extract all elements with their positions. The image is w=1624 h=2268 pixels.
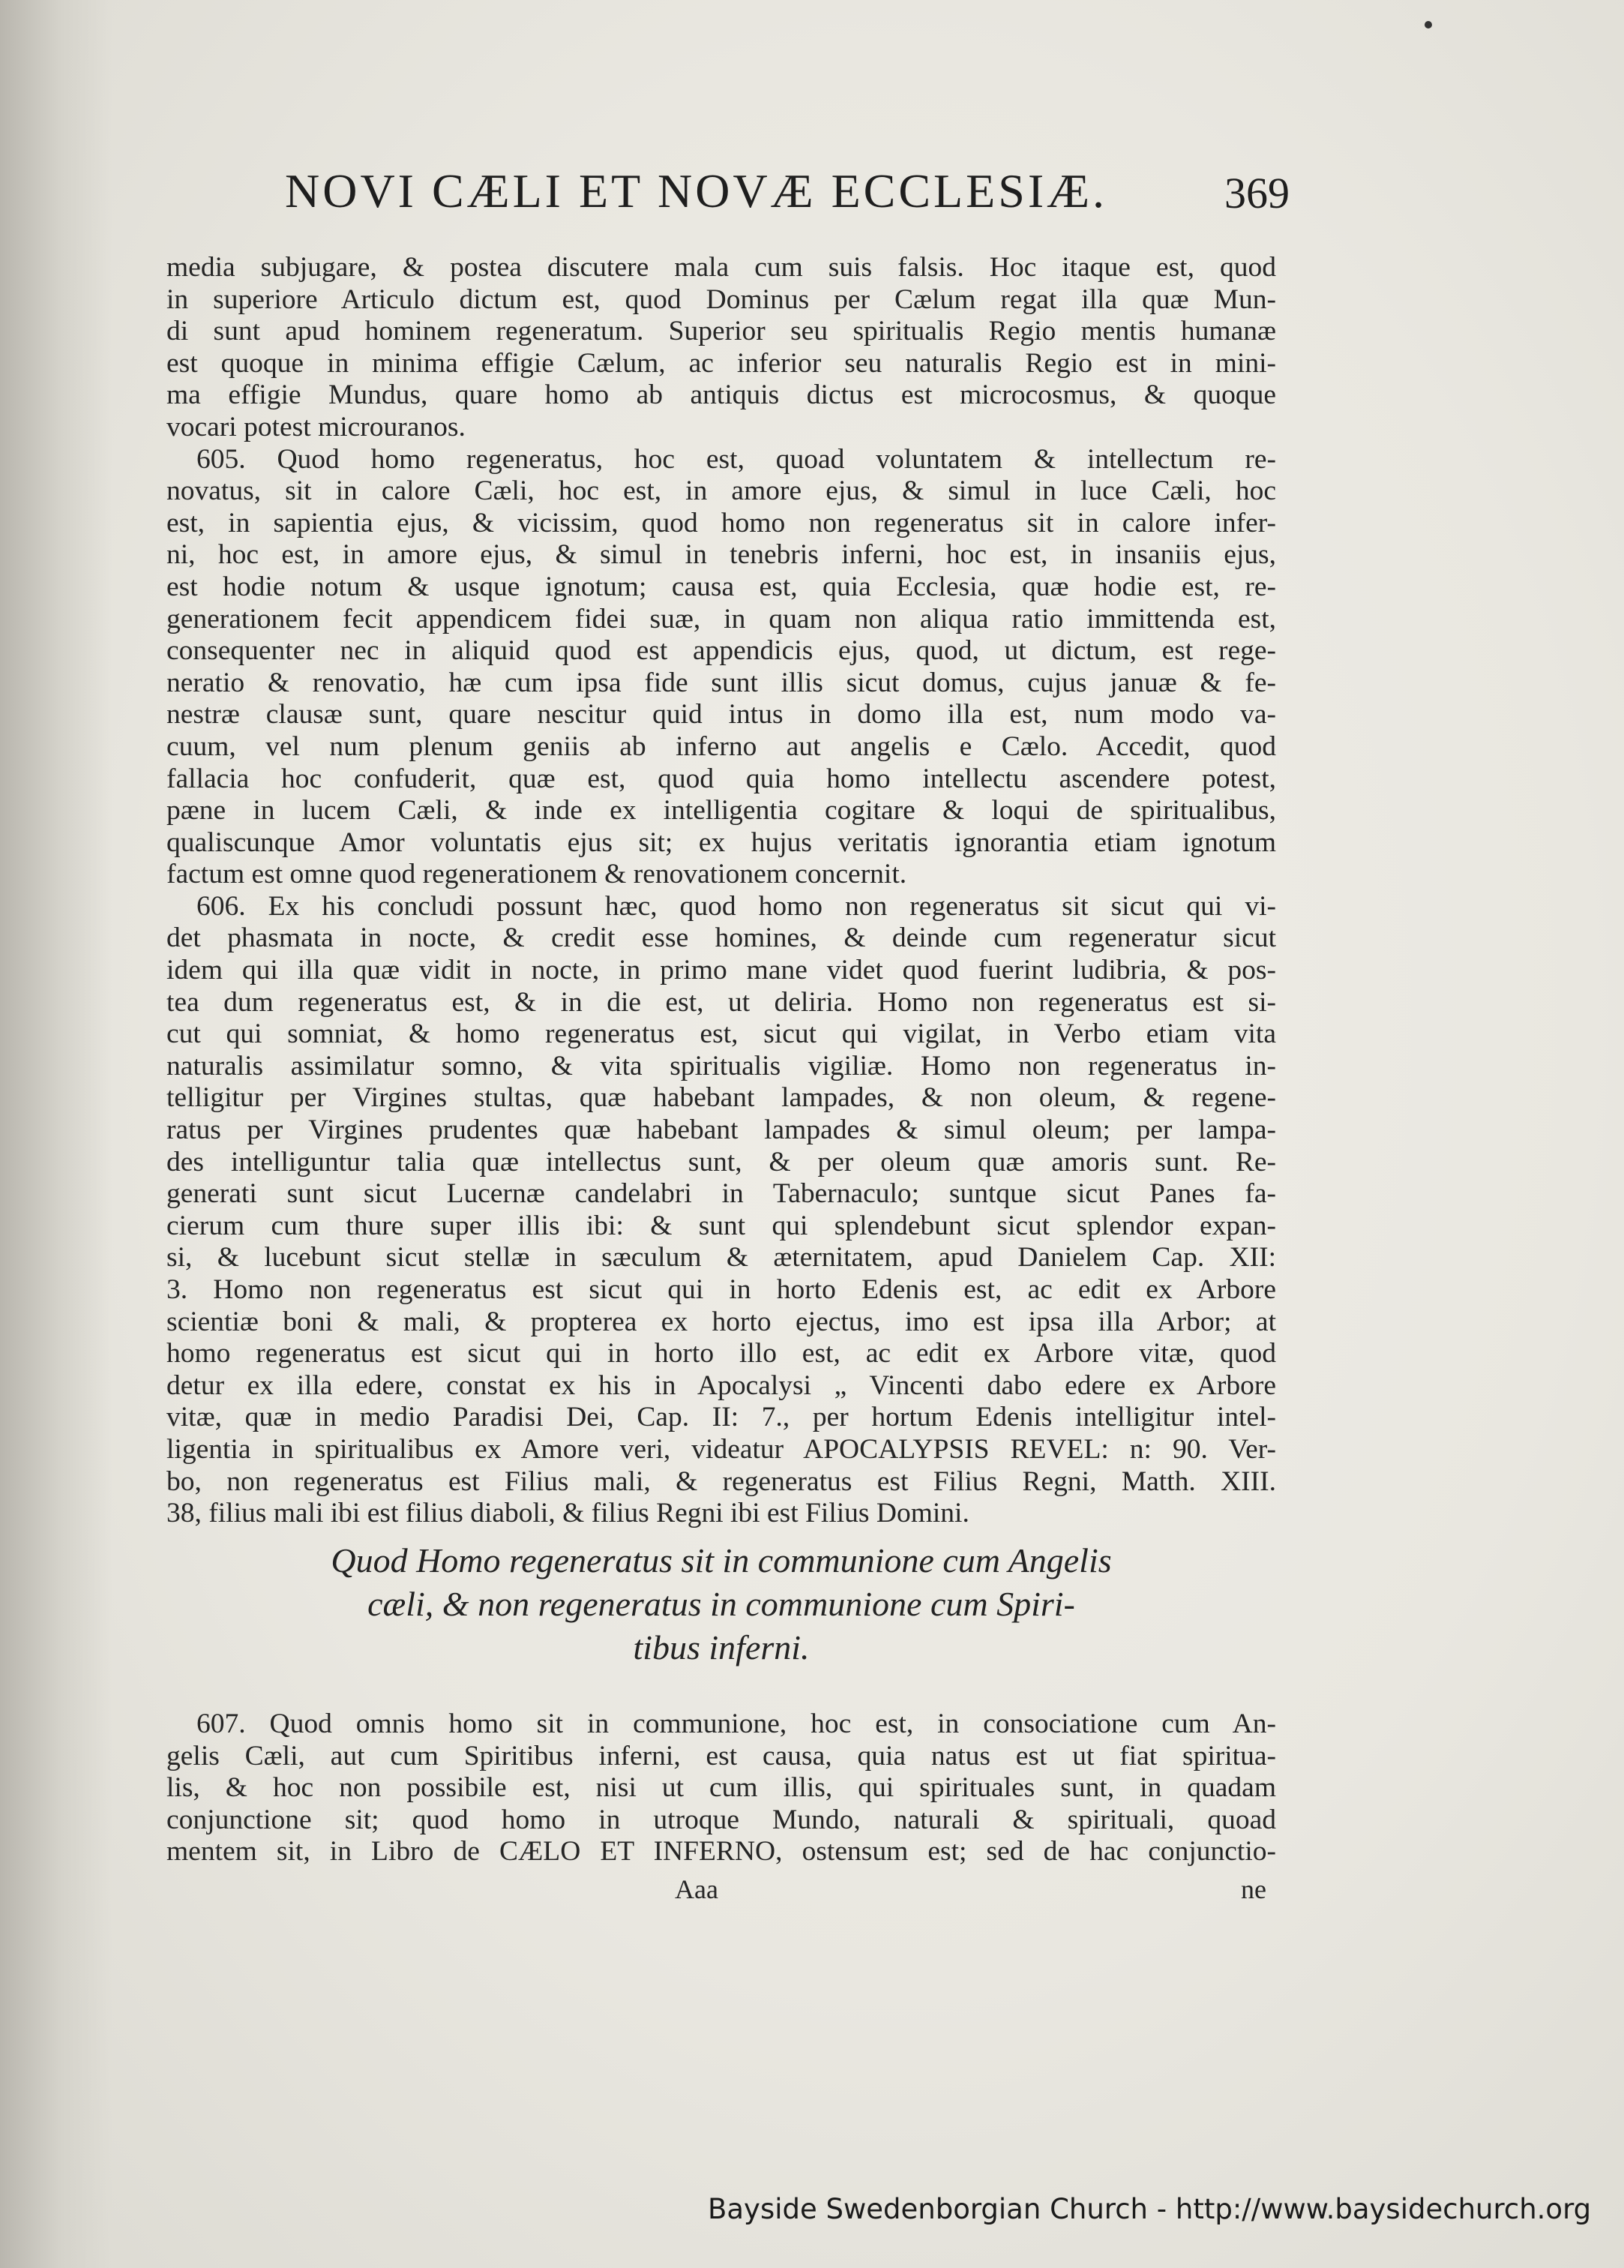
text-line: conjunctione sit; quod homo in utroque Mundo, naturali & spirituali, quoad [166, 1804, 1276, 1835]
text-line: scientiæ boni & mali, & propterea ex horto ejectus, imo est ipsa illa Arbor; at [166, 1306, 1276, 1337]
text-line: vocari potest microuranos. [166, 411, 466, 442]
text-line: factum est omne quod regenerationem & renovationem concernit. [166, 859, 907, 890]
text-line: tea dum regeneratus est, & in die est, ut deliria. Homo non regeneratus est si- [166, 986, 1276, 1018]
text-line: lis, & hoc non possibile est, nisi ut cum illis, qui spirituales sunt, in quadam [166, 1772, 1276, 1804]
text-line: ni, hoc est, in amore ejus, & simul in tenebris inferni, hoc est, in insaniis ejus, [166, 539, 1276, 571]
text-line: detur ex illa edere, constat ex his in Apocalysi „ Vincenti dabo edere ex Arbore [166, 1370, 1276, 1401]
text-line: mentem sit, in Libro de CÆLO ET INFERNO, ostensum est; sed de hac conjunctio- [166, 1836, 1276, 1868]
text-line: ratus per Virgines prudentes quæ habebant lampades & simul oleum; per lampa- [166, 1114, 1276, 1146]
text-line: gelis Cæli, aut cum Spiritibus inferni, est causa, quia natus est ut fiat spiritua- [166, 1740, 1276, 1772]
paragraph-607 [166, 1708, 1276, 1868]
text-line: est, in sapientia ejus, & vicissim, quod homo non regeneratus sit in calore infer- [166, 507, 1276, 538]
text-line: cierum cum thure super illis ibi: & sunt qui splendebunt sicut splendor expan- [166, 1210, 1276, 1241]
text-line: telligitur per Virgines stultas, quæ habebant lampades, & non oleum, & regene- [166, 1082, 1276, 1114]
text-line: cuum, vel num plenum geniis ab inferno aut angelis e Cælo. Accedit, quod [166, 730, 1276, 762]
text-line: det phasmata in nocte, & credit esse homines, & deinde cum regeneratur sicut [166, 922, 1276, 954]
text-line: generationem fecit appendicem fidei suæ, in quam non aliqua ratio immittenda est, [166, 603, 1276, 634]
catchword: ne [1241, 1874, 1266, 1904]
text-line: cut qui somniat, & homo regeneratus est, sicut qui vigilat, in Verbo etiam vita [166, 1018, 1276, 1050]
source-watermark: Bayside Swedenborgian Church - http://www.baysidechurch.org [708, 2193, 1592, 2225]
text-line: idem qui illa quæ vidit in nocte, in primo mane videt quod fuerint ludibria, & pos- [166, 955, 1276, 986]
text-line: qualiscunque Amor voluntatis ejus sit; ex hujus veritatis ignorantia etiam ignotum [166, 826, 1276, 858]
paragraph-605 [166, 444, 1276, 891]
text-line: 38, filius mali ibi est filius diaboli, & filius Regni ibi est Filius Domini. [166, 1498, 969, 1529]
text-line: media subjugare, & postea discutere mala cum suis falsis. Hoc itaque est, quod [166, 252, 1276, 283]
text-line: pæne in lucem Cæli, & inde ex intelligentia cogitare & loqui de spiritualibus, [166, 795, 1276, 826]
text-line: si, & lucebunt sicut stellæ in sæculum & æternitatem, apud Danielem Cap. XII: [166, 1242, 1276, 1274]
text-line: in superiore Articulo dictum est, quod Dominus per Cælum regat illa quæ Mun- [166, 284, 1276, 315]
text-line: naturalis assimilatur somno, & vita spiritualis vigiliæ. Homo non regeneratus in- [166, 1050, 1276, 1082]
text-line: consequenter nec in aliquid quod est appendicis ejus, quod, ut dictum, est rege- [166, 635, 1276, 667]
heading-line: Quod Homo regeneratus sit in communione cum Angelis [331, 1541, 1112, 1580]
running-title: NOVI CÆLI ET NOVÆ ECCLESIÆ. [285, 164, 1108, 218]
text-line: 605. Quod homo regeneratus, hoc est, quoad voluntatem & intellectum re- [196, 443, 1276, 475]
text-line: neratio & renovatio, hæ cum ipsa fide sunt illis sicut domus, cujus januæ & fe- [166, 667, 1276, 698]
text-line: est quoque in minima effigie Cælum, ac inferior seu naturalis Regio est in mini- [166, 347, 1276, 379]
ink-speck [1425, 21, 1432, 28]
page-gutter-shadow [0, 0, 112, 2268]
text-line: 607. Quod omnis homo sit in communione, hoc est, in consociatione cum An- [196, 1708, 1276, 1739]
heading-line: tibus inferni. [633, 1628, 810, 1666]
text-line: des intelliguntur talia quæ intellectus sunt, & per oleum quæ amoris sunt. Re- [166, 1146, 1276, 1178]
text-line: ma effigie Mundus, quare homo ab antiquis dictus est microcosmus, & quoque [166, 380, 1276, 411]
text-line: ligentia in spiritualibus ex Amore veri, videatur APOCALYPSIS REVEL: n: 90. Ver- [166, 1433, 1276, 1465]
paragraph-606 [166, 891, 1276, 1530]
paragraph-604-continuation [166, 252, 1276, 444]
text-line: fallacia hoc confuderit, quæ est, quod quia homo intellectu ascendere potest, [166, 763, 1276, 794]
running-header [285, 164, 1290, 224]
text-line: nestræ clausæ sunt, quare nescitur quid intus in domo illa est, num modo va- [166, 699, 1276, 730]
page-number: 369 [1224, 169, 1290, 218]
text-line: 606. Ex his concludi possunt hæc, quod homo non regeneratus sit sicut qui vi- [196, 890, 1276, 922]
text-line: est hodie notum & usque ignotum; causa est, quia Ecclesia, quæ hodie est, re- [166, 571, 1276, 602]
text-line: homo regeneratus est sicut qui in horto illo est, ac edit ex Arbore vitæ, quod [166, 1338, 1276, 1370]
text-line: novatus, sit in calore Cæli, hoc est, in amore ejus, & simul in luce Cæli, hoc [166, 476, 1276, 507]
signature-mark: Aaa [675, 1874, 718, 1904]
main-text-block [166, 252, 1276, 1530]
heading-line: cæli, & non regeneratus in communione cum Spiri- [367, 1585, 1075, 1623]
text-line: bo, non regeneratus est Filius mali, & regeneratus est Filius Regni, Matth. XIII. [166, 1466, 1276, 1497]
section-heading [166, 1539, 1276, 1670]
text-line: di sunt apud hominem regeneratum. Superior seu spiritualis Regio mentis humanæ [166, 316, 1276, 347]
text-line: 3. Homo non regeneratus est sicut qui in horto Edenis est, ac edit ex Arbore [166, 1274, 1276, 1305]
text-line: vitæ, quæ in medio Paradisi Dei, Cap. II: 7., per hortum Edenis intelligitur intel- [166, 1402, 1276, 1433]
text-line: generati sunt sicut Lucernæ candelabri in Tabernaculo; suntque sicut Panes fa- [166, 1178, 1276, 1210]
